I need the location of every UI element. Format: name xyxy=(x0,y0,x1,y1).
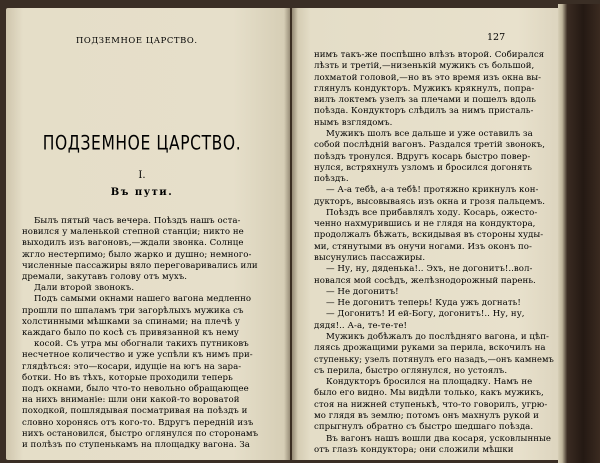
right-page-line: нимъ такъ-же поспѣшно влѣзъ второй. Собирался xyxy=(314,50,545,60)
page-number: 127 xyxy=(487,32,506,43)
right-page-line: было его видно. Мы видѣли только, какъ мужикъ, xyxy=(314,388,544,399)
left-page-line: и полѣзъ по ступенькамъ на площадку вагона. За xyxy=(22,440,250,450)
left-page-line: каждаго было по косѣ съ привязанной къ нему xyxy=(22,328,239,338)
left-page-line: нихъ остановился, быстро оглянулся по сторонамъ xyxy=(22,428,259,439)
right-page-line: Мужикъ добѣжалъ до послѣдняго вагона, и цѣп- xyxy=(326,332,549,342)
left-page-line: ботки. Но въ тѣхъ, которые проходили теперь xyxy=(22,372,233,383)
right-page-line: собой послѣдній вагонъ. Раздался третій звонокъ, xyxy=(314,140,545,151)
left-page-line: Дали второй звонокъ. xyxy=(34,283,135,294)
left-page-line: косой. Съ утра мы обогнали такихъ путниковъ xyxy=(34,339,249,350)
right-page-line: поѣзда. Кондукторъ слѣдилъ за нимъ присталь- xyxy=(314,106,534,117)
right-page-line: ченно нахмурившись и не глядя на кондуктора, xyxy=(314,219,536,230)
right-page-line: съ перила, быстро оглянулся, но устоялъ. xyxy=(314,365,508,376)
book-gutter xyxy=(284,8,298,460)
right-page-line: — Не догонитъ! xyxy=(326,286,399,297)
left-page-line: прошли по шпаламъ три загорѣлыхъ мужика съ xyxy=(22,305,244,316)
left-page-line: несчетное количество и уже успѣли къ нимъ при- xyxy=(22,350,253,361)
left-page-line: подъ окнами, было что-то невольно обращающее xyxy=(22,384,249,394)
right-page-line: поѣздъ. xyxy=(314,174,349,185)
left-page-line: холстинными мѣшками за спинами; на плечѣ у xyxy=(22,316,241,327)
right-page-line: дукторъ, высовываясь изъ окна и грозя пальцемъ. xyxy=(314,196,546,207)
right-page-line: Кондукторъ бросился на площадку. Намъ не xyxy=(326,377,533,388)
right-page-line: лѣзть и третій,—низенькій мужикъ съ большой, xyxy=(314,61,535,72)
right-page-line: спрыгнулъ обратно съ быстро шедшаго поѣзда. xyxy=(314,422,534,433)
running-head: ПОДЗЕМНОЕ ЦАРСТВО. xyxy=(76,35,198,45)
left-page-line: жгло нестерпимо; было жарко и душно; немного- xyxy=(22,249,252,260)
right-page-line: мо глядя въ землю; потомъ онъ махнулъ рукой и xyxy=(314,410,539,421)
right-page-line: — Догонитъ! И ей-Богу, догонитъ!.. Ну, ну, xyxy=(326,309,525,320)
right-page-line: вилъ локтемъ узелъ за плечами и пошелъ вдоль xyxy=(314,95,536,106)
right-page-line: ляясь дрожащими руками за перила, вскочилъ на xyxy=(314,343,546,354)
left-page-line: численные пассажиры вяло переговаривались или xyxy=(22,260,258,271)
right-page-line: нулся, встряхнулъ узломъ и бросился догонять xyxy=(314,162,533,173)
right-page-line: стоя на нижней ступенькѣ, что-то говорилъ, угрю- xyxy=(314,399,548,410)
left-page-line: выходилъ изъ вагоновъ,—ждали звонка. Солнце xyxy=(22,238,244,249)
right-page-line: — А-а тебѣ, а-а тебѣ! протяжно крикнулъ кон- xyxy=(326,185,539,196)
right-page-line: поѣздъ тронулся. Вдругъ косарь быстро повер- xyxy=(314,151,531,162)
right-page-line: Мужикъ шолъ все дальше и уже оставилъ за xyxy=(326,128,533,139)
left-page-line: словно хоронясь отъ кого-то. Вдругъ передній изъ xyxy=(22,417,254,428)
chapter-number: I. xyxy=(138,170,146,181)
right-page-line: — Ну, ну, дяденька!.. Эхъ, не догонитъ!..вол- xyxy=(326,264,533,275)
right-page-line: ми, стянутыми въ онучи ногами. Изъ оконъ по- xyxy=(314,241,532,252)
book-page-edges xyxy=(558,4,600,463)
right-page-line: лохматой головой,—но въ это время изъ окна вы- xyxy=(314,72,542,83)
right-page-line: продолжалъ бѣжать, вскидывая въ стороны худы- xyxy=(314,230,544,241)
left-page-line: Подъ самыми окнами нашего вагона медленно xyxy=(34,294,252,305)
right-page-line: нымъ взглядомъ. xyxy=(314,117,393,128)
section-title: Въ пути. xyxy=(110,187,174,198)
left-page-line: глядѣться: это—косари, идущіе на югъ на зара- xyxy=(22,361,242,372)
right-page-line: Поѣздъ все прибавлялъ ходу. Косарь, ожесто- xyxy=(326,207,538,218)
right-page-line: — Не догонитъ теперь! Куда ужъ догнать! xyxy=(326,298,521,309)
left-page-line: Былъ пятый часъ вечера. Поѣздъ нашъ оста- xyxy=(34,216,241,226)
chapter-title: ПОДЗЕМНОЕ ЦАРСТВО. xyxy=(42,131,242,155)
right-page-line: новался мой сосѣдъ, желѣзнодорожный парень. xyxy=(314,275,536,286)
left-page-line: походкой, пошлядывая посматривая на поѣздъ и xyxy=(22,406,248,417)
left-page-line: дремали, закутавъ голову отъ мухъ. xyxy=(22,272,188,282)
right-page-line: Въ вагонъ нашъ вошли два косаря, усковлынные xyxy=(326,433,552,444)
left-page-line: на нихъ вниманіе: шли они какой-то вороватой xyxy=(22,395,240,406)
right-page-line: дядя!.. А-а, те-те-те! xyxy=(314,320,407,331)
right-page-line: глянулъ кондукторъ. Мужикъ крякнулъ, попра- xyxy=(314,83,535,94)
left-page-line: новился у маленькой степной станціи; никто не xyxy=(22,227,244,238)
right-page-line: высунулись пассажиры. xyxy=(314,253,426,264)
right-page-line: отъ глазъ кондуктора; они сложили мѣшки xyxy=(314,444,514,455)
right-page-line: ступеньку; узелъ потянулъ его назадъ,—онъ камнемъ xyxy=(314,354,554,365)
